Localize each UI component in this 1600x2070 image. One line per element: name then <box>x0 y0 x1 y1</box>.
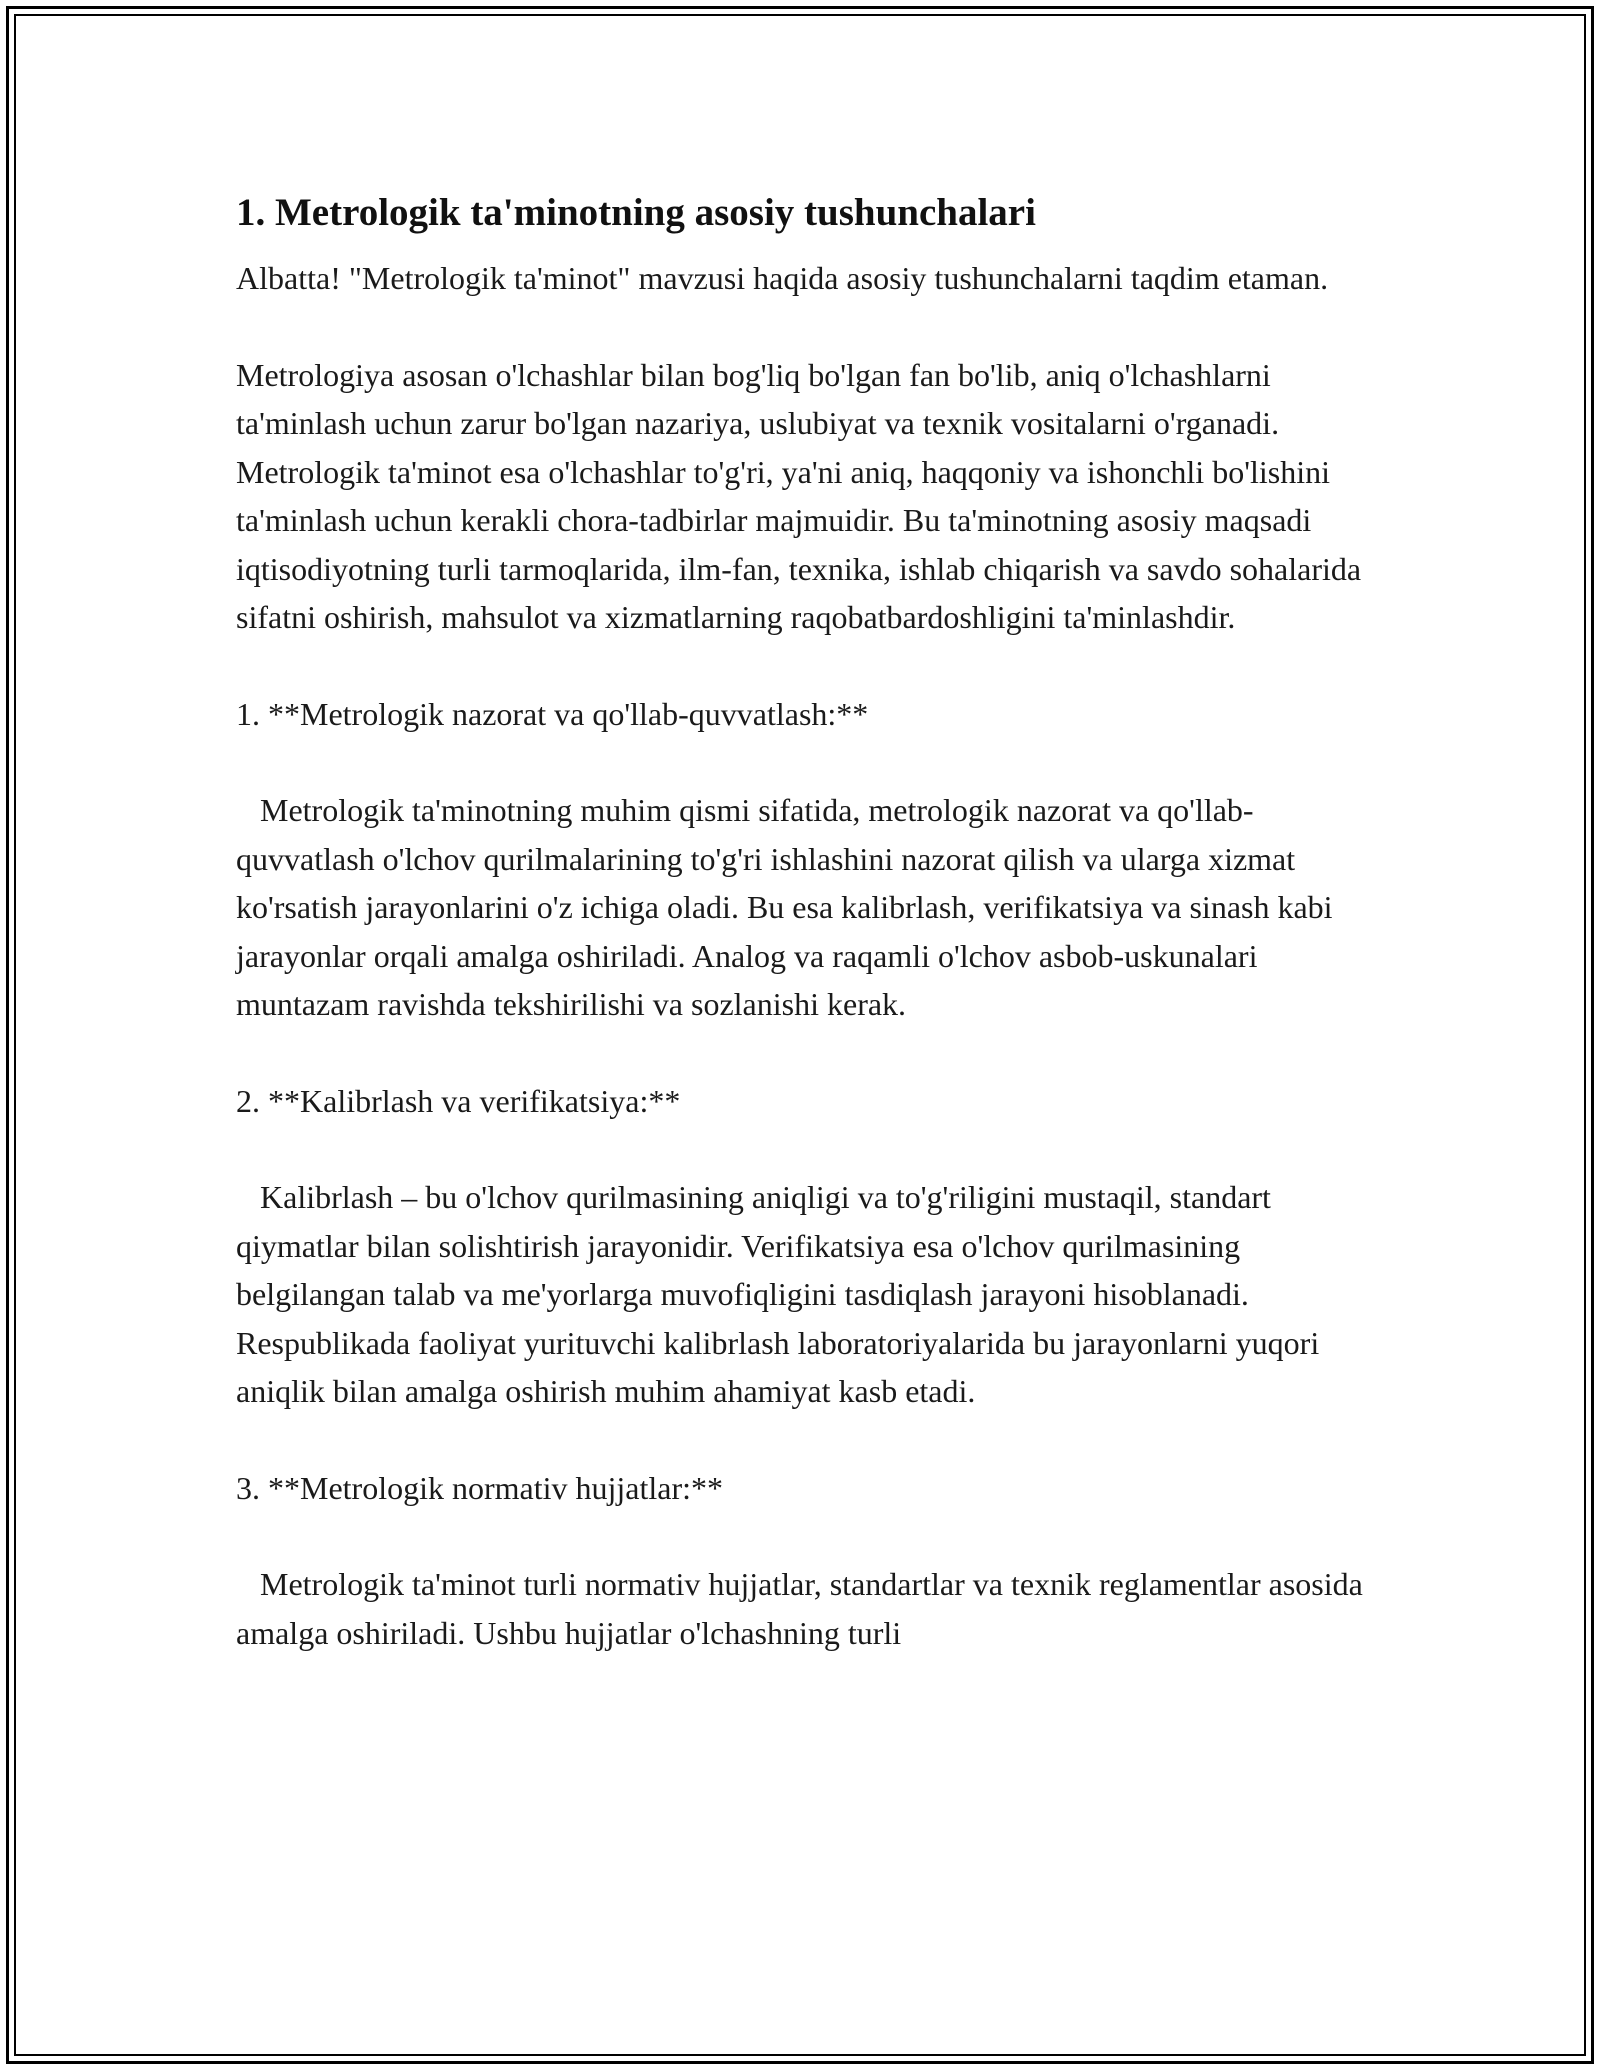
section-heading-1: 1. **Metrologik nazorat va qo'llab-quvvatlash:** <box>236 695 869 732</box>
section-heading-3: 3. **Metrologik normativ hujjatlar:** <box>236 1469 724 1506</box>
overview-paragraph: Metrologiya asosan o'lchashlar bilan bog'liq bo'lgan fan bo'lib, aniq o'lchashlarni ta'minlash uchun zarur bo'lgan nazariya, uslubiyat va texnik vositalarni o'rganadi. Metrologik ta'minot esa o'lchashlar to'g'ri, ya'ni aniq, haqqoniy va ishonchli bo'lishini ta'minlash uchun kerakli chora-tadbirlar majmuidir. Bu ta'minotning asosiy maqsadi iqtisodiyotning turli tarmoqlarida, ilm-fan, texnika, ishlab chiqarish va savdo sohalarida sifatni oshirish, mahsulot va xizmatlarning raqobatbardoshligini ta'minlashdir. <box>236 356 1370 635</box>
paragraph-spacer <box>236 1416 1376 1464</box>
section-heading-2: 2. **Kalibrlash va verifikatsiya:** <box>236 1082 681 1119</box>
section-body-1: Metrologik ta'minotning muhim qismi sifatida, metrologik nazorat va qo'llab-quvvatlash o'lchov qurilmalarining to'g'ri ishlashini nazorat qilish va ularga xizmat ko'rsatish jarayonlarini o'z ichiga oladi. Bu esa kalibrlash, verifikatsiya va sinash kabi jarayonlar orqali amalga oshiriladi. Analog va raqamli o'lchov asbob-uskunalari muntazam ravishda tekshirilishi va sozlanishi kerak. <box>236 792 1341 1022</box>
section-body-3: Metrologik ta'minot turli normativ hujjatlar, standartlar va texnik reglamentlar asosida amalga oshiriladi. Ushbu hujjatlar o'lchashning turli <box>236 1566 1371 1651</box>
paragraph-spacer <box>236 1029 1376 1077</box>
paragraph-spacer <box>236 1125 1376 1173</box>
intro-paragraph: Albatta! "Metrologik ta'minot" mavzusi haqida asosiy tushunchalarni taqdim etaman. <box>236 260 1329 296</box>
document-page <box>236 186 1376 1657</box>
paragraph-spacer <box>236 1512 1376 1560</box>
paragraph-spacer <box>236 738 1376 786</box>
paragraph-spacer <box>236 642 1376 690</box>
paragraph-spacer <box>236 303 1376 351</box>
document-title: 1. Metrologik ta'minotning asosiy tushunchalari <box>236 191 1036 234</box>
section-body-2: Kalibrlash – bu o'lchov qurilmasining aniqligi va to'g'riligini mustaqil, standart qiymatlar bilan solishtirish jarayonidir. Verifikatsiya esa o'lchov qurilmasining belgilangan talab va me'yorlarga muvofiqligini tasdiqlash jarayoni hisoblanadi. Respublikada faoliyat yurituvchi kalibrlash laboratoriyalarida bu jarayonlarni yuqori aniqlik bilan amalga oshirish muhim ahamiyat kasb etadi. <box>236 1179 1328 1409</box>
